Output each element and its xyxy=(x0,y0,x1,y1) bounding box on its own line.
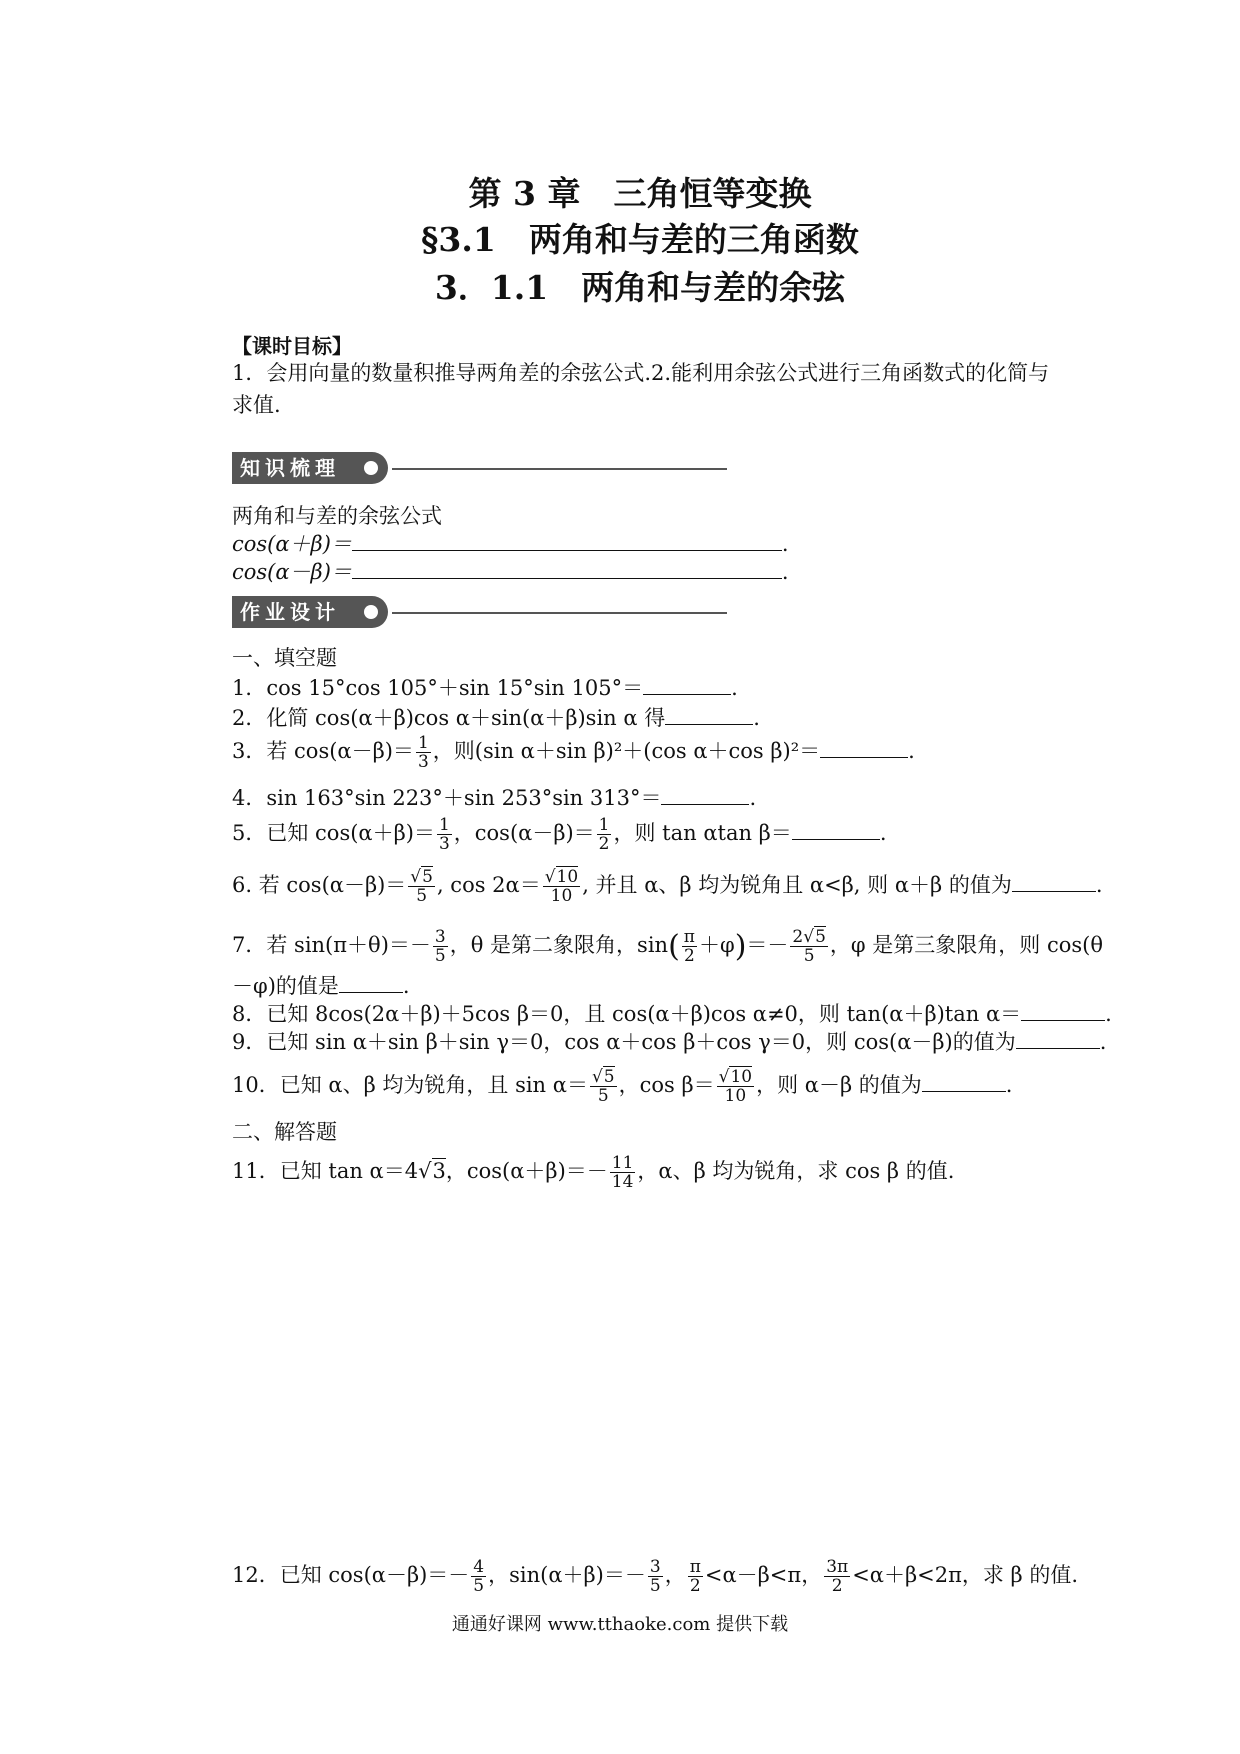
fraction: $\frac{√5}{5}$ xyxy=(410,867,433,906)
fraction: $\frac{2√5}{5}$ xyxy=(792,927,826,966)
problem-6-text: 6. 若 cos(α－β)＝ xyxy=(232,873,407,897)
problem-5: 5．已知 cos(α＋β)＝ $\frac{1}{3}$ ，cos(α－β)＝ $\frac{1}{2}$ ，则 tan αtan β＝ . xyxy=(232,815,887,854)
problem-2-text: 2．化简 cos(α＋β)cos α＋sin(α＋β)sin α 得 xyxy=(232,706,666,730)
answer-blank xyxy=(1012,870,1096,892)
fraction: $\frac{3}{5}$ xyxy=(649,1557,661,1596)
formula-sum: cos(α＋β)＝ . xyxy=(232,528,789,558)
problem-12-text-4: <α－β<π， xyxy=(704,1563,823,1587)
knowledge-banner-label: 知识梳理 xyxy=(232,452,388,484)
title-block xyxy=(0,172,1240,312)
problem-7-text-3: ＝－ xyxy=(746,933,789,957)
formula-sum-blank xyxy=(352,529,782,551)
fraction: $\frac{1}{3}$ xyxy=(417,733,429,772)
problem-5-text-3: ，则 tan αtan β＝ xyxy=(613,821,792,845)
problem-6: 6. 若 cos(α－β)＝ $\frac{√5}{5}$ , cos 2α＝ $\frac{√10}{10}$ , 并且 α、β 均为锐角且 α<β, 则 α＋β 的值为 . xyxy=(232,867,1103,906)
problem-6-text-2: , cos 2α＝ xyxy=(436,873,541,897)
problem-12-text-3: ， xyxy=(664,1563,686,1587)
answer-blank xyxy=(1021,999,1105,1021)
fraction: $\frac{3}{5}$ xyxy=(434,927,446,966)
answer-blank xyxy=(339,971,403,993)
goals-heading: 【课时目标】 xyxy=(232,334,352,358)
problem-7-text: 7．若 sin(π＋θ)＝－ xyxy=(232,933,431,957)
problem-12-text-2: ，sin(α＋β)＝－ xyxy=(488,1563,646,1587)
problem-4: 4．sin 163°sin 223°＋sin 253°sin 313°＝ . xyxy=(232,782,756,812)
problem-3-text-2: ，则(sin α＋sin β)²＋(cos α＋cos β)²＝ xyxy=(432,739,821,763)
problem-12-text: 12．已知 cos(α－β)＝－ xyxy=(232,1563,470,1587)
fraction: $\frac{\pi}{2}$ xyxy=(683,927,695,966)
problem-1: 1．cos 15°cos 105°＋sin 15°sin 105°＝ . xyxy=(232,672,738,702)
problem-11-text: 11．已知 tan α＝4 xyxy=(232,1159,419,1183)
problem-2: 2．化简 cos(α＋β)cos α＋sin(α＋β)sin α 得 . xyxy=(232,702,760,732)
footer-credit: 通通好课网 www.tthaoke.com 提供下载 xyxy=(451,1614,789,1635)
answer-blank xyxy=(643,673,731,695)
fraction: $\frac{3\pi}{2}$ xyxy=(826,1557,849,1596)
part2-heading: 二、解答题 xyxy=(232,1120,337,1144)
fraction: $\frac{√10}{10}$ xyxy=(718,1067,753,1106)
chapter-title: 第 3 章 三角恒等变换 xyxy=(468,174,812,213)
knowledge-title: 两角和与差的余弦公式 xyxy=(232,504,442,528)
problem-10-text-2: ，cos β＝ xyxy=(618,1073,715,1097)
phi-term: ＋φ xyxy=(698,933,735,957)
sqrt-3: 3 xyxy=(432,1159,446,1183)
problem-10-text-3: ，则 α－β 的值为 xyxy=(756,1073,922,1097)
problem-4-text: 4．sin 163°sin 223°＋sin 253°sin 313°＝ xyxy=(232,786,662,810)
problem-12 xyxy=(232,1558,1078,1595)
fraction: $\frac{1}{2}$ xyxy=(598,815,610,854)
subsection-title: 3．1.1 两角和与差的余弦 xyxy=(434,268,846,307)
fraction: $\frac{√10}{10}$ xyxy=(544,867,579,906)
fraction: $\frac{11}{14}$ xyxy=(611,1153,634,1192)
part1-heading: 一、填空题 xyxy=(232,646,337,670)
banner-dot-icon xyxy=(364,461,378,475)
problem-7-text-5: －φ)的值是 xyxy=(232,974,339,998)
problem-1-text: 1．cos 15°cos 105°＋sin 15°sin 105°＝ xyxy=(232,676,644,700)
problem-7-text-2: ，θ 是第二象限角，sin xyxy=(449,933,669,957)
banner-dot-icon xyxy=(364,605,378,619)
problem-8-text: 8．已知 8cos(2α＋β)＋5cos β＝0，且 cos(α＋β)cos α≠0，则 tan(α＋β)tan α＝ xyxy=(232,1002,1022,1026)
problem-3: 3．若 cos(α－β)＝ $\frac{1}{3}$ ，则(sin α＋sin β)²＋(cos α＋cos β)²＝ . xyxy=(232,733,915,772)
problem-10: 10．已知 α、β 均为锐角，且 sin α＝ $\frac{√5}{5}$ ，cos β＝ $\frac{√10}{10}$ ，则 α－β 的值为 . xyxy=(232,1067,1013,1106)
fraction: $\frac{4}{5}$ xyxy=(473,1557,485,1596)
answer-blank xyxy=(820,736,908,758)
homework-banner-label: 作业设计 xyxy=(232,596,388,628)
fraction: $\frac{\pi}{2}$ xyxy=(689,1557,701,1596)
problem-7-cont: －φ)的值是 . xyxy=(232,970,410,1000)
problem-9-text: 9．已知 sin α＋sin β＋sin γ＝0，cos α＋cos β＋cos γ＝0，则 cos(α－β)的值为 xyxy=(232,1030,1016,1054)
problem-8: 8．已知 8cos(2α＋β)＋5cos β＝0，且 cos(α＋β)cos α≠0，则 tan(α＋β)tan α＝ . xyxy=(232,998,1112,1028)
formula-diff-label: cos(α－β)＝ xyxy=(232,560,352,584)
problem-5-text-2: ，cos(α－β)＝ xyxy=(453,821,595,845)
answer-blank xyxy=(665,703,753,725)
problem-11-text-3: ，α、β 均为锐角，求 cos β 的值. xyxy=(637,1159,955,1183)
fraction: $\frac{1}{3}$ xyxy=(438,815,450,854)
problem-10-text: 10．已知 α、β 均为锐角，且 sin α＝ xyxy=(232,1073,588,1097)
problem-12-text-5: <α＋β<2π，求 β 的值. xyxy=(852,1563,1079,1587)
problem-11-text-2: ，cos(α＋β)＝－ xyxy=(445,1159,608,1183)
problem-3-text: 3．若 cos(α－β)＝ xyxy=(232,739,414,763)
answer-blank xyxy=(661,783,749,805)
answer-blank xyxy=(792,818,880,840)
formula-sum-label: cos(α＋β)＝ xyxy=(232,532,352,556)
answer-blank xyxy=(1016,1027,1100,1049)
problem-6-text-3: , 并且 α、β 均为锐角且 α<β, 则 α＋β 的值为 xyxy=(582,873,1012,897)
problem-9: 9．已知 sin α＋sin β＋sin γ＝0，cos α＋cos β＋cos γ＝0，则 cos(α－β)的值为 . xyxy=(232,1026,1106,1056)
goals-text: 1．会用向量的数量积推导两角差的余弦公式.2.能利用余弦公式进行三角函数式的化简与求值. xyxy=(232,361,1050,417)
problem-7-text-4: ，φ 是第三象限角，则 cos(θ xyxy=(829,933,1103,957)
problem-7: 7．若 sin(π＋θ)＝－ $\frac{3}{5}$ ，θ 是第二象限角，sin( $\frac{\pi}{2}$ ＋φ)＝－ $\frac{2√5}{5}$ ，φ 是第三象限角，则 cos(θ xyxy=(232,927,1103,966)
banner-rule xyxy=(392,612,727,614)
fraction: $\frac{√5}{5}$ xyxy=(591,1067,615,1106)
formula-diff-blank xyxy=(352,557,782,579)
formula-diff: cos(α－β)＝ . xyxy=(232,556,789,586)
problem-11: 11．已知 tan α＝4√3，cos(α＋β)＝－ $\frac{11}{14}$ ，α、β 均为锐角，求 cos β 的值. xyxy=(232,1153,955,1192)
answer-blank xyxy=(922,1070,1006,1092)
section-title: §3.1 两角和与差的三角函数 xyxy=(421,220,859,259)
banner-rule xyxy=(392,468,727,470)
problem-5-text: 5．已知 cos(α＋β)＝ xyxy=(232,821,435,845)
